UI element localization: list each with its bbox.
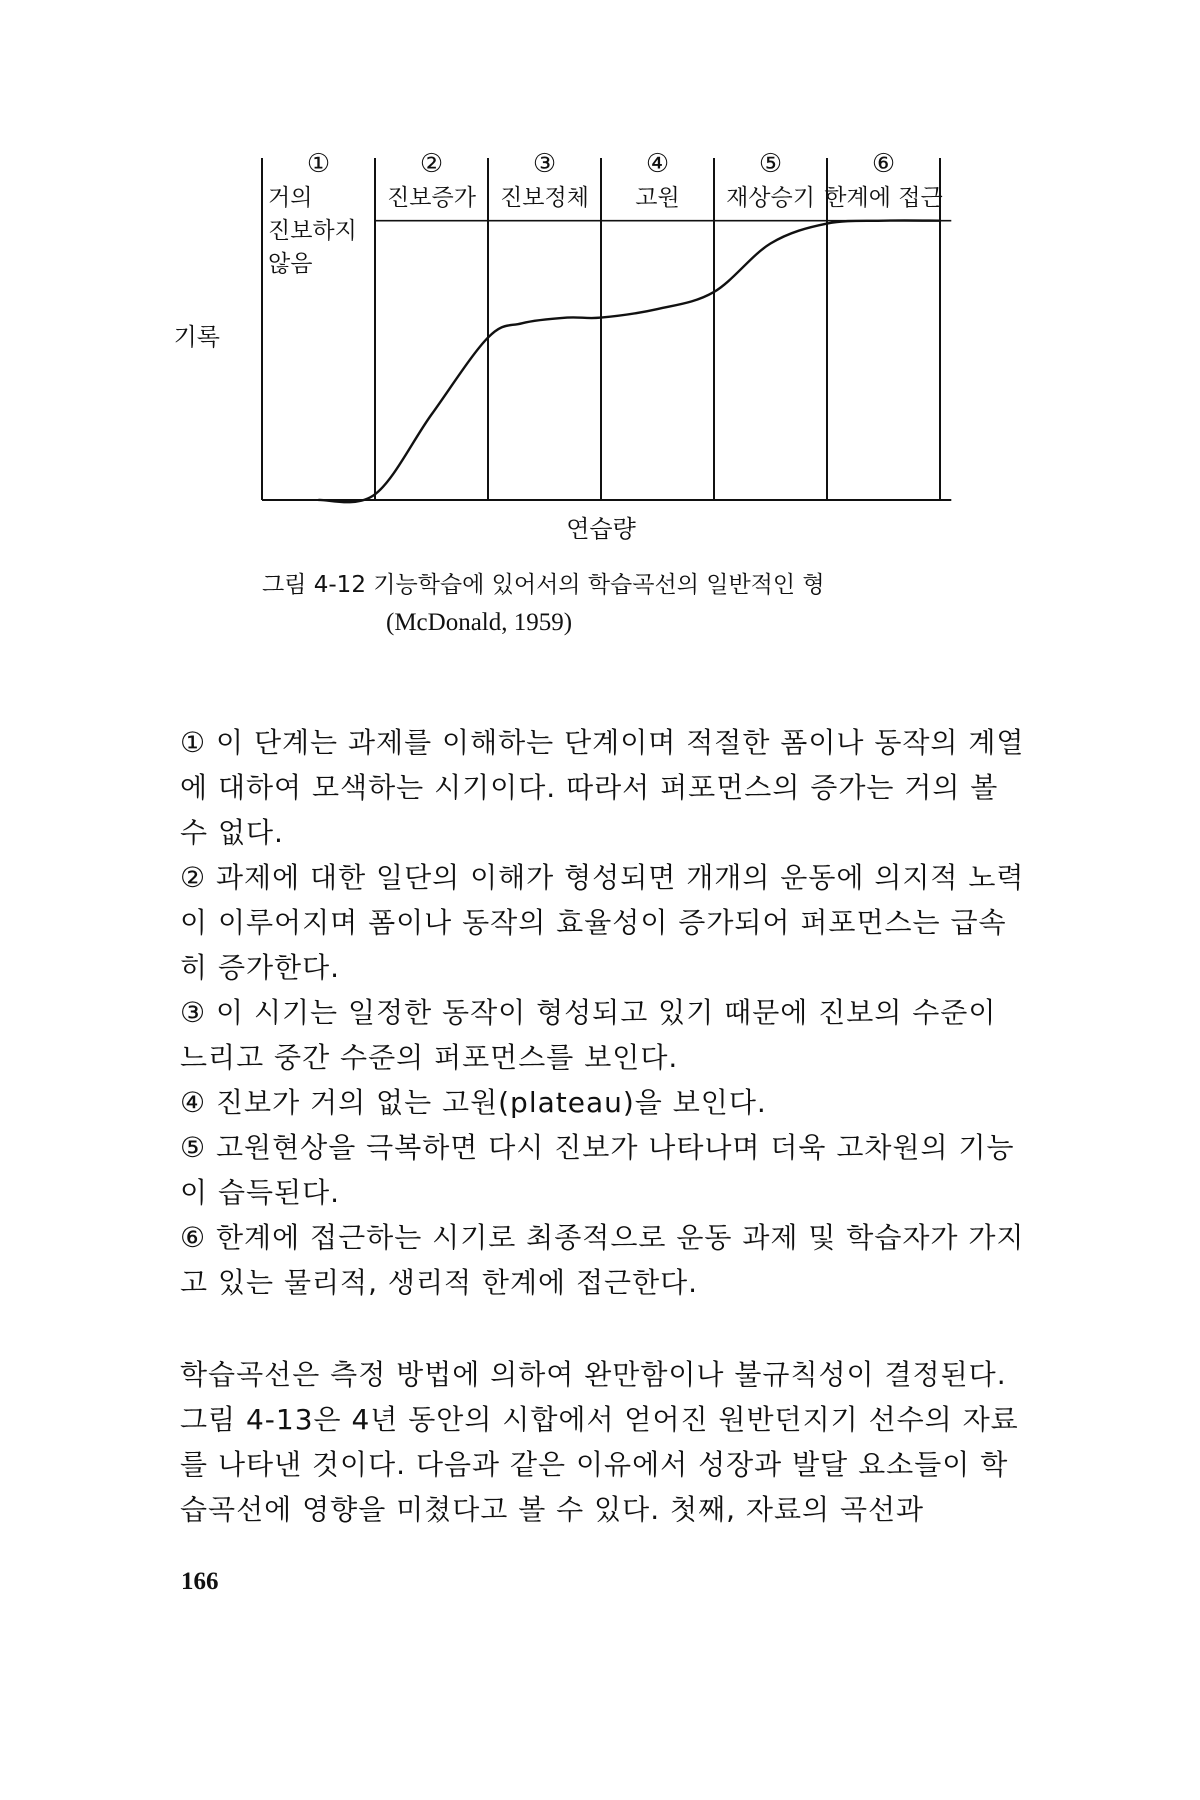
stage-label: 않음 — [268, 251, 313, 277]
body-paragraph — [180, 1352, 1030, 1532]
stage-label: 고원 — [635, 185, 680, 211]
figure-caption — [262, 566, 982, 642]
y-axis-label: 기록 — [173, 323, 220, 351]
stage-descriptions — [180, 720, 1030, 1305]
page-number: 166 — [181, 1568, 219, 1595]
stage-description: ⑥ 한계에 접근하는 시기로 최종적으로 운동 과제 및 학습자가 가지고 있는 물리적, 생리적 한계에 접근한다. — [180, 1221, 1025, 1299]
stage-label: 한계에 접근 — [824, 185, 943, 211]
stage-label: 진보증가 — [387, 185, 476, 211]
stage-description: ⑤ 고원현상을 극복하면 다시 진보가 나타나며 더욱 고차원의 기능이 습득된다. — [180, 1131, 1015, 1209]
caption-line-2: (McDonald, 1959) — [386, 609, 573, 636]
stage-number: ④ — [645, 149, 670, 179]
stage-description: ③ 이 시기는 일정한 동작이 형성되고 있기 때문에 진보의 수준이 느리고 중간 수준의 퍼포먼스를 보인다. — [180, 996, 997, 1074]
stage-description: ④ 진보가 거의 없는 고원(plateau)을 보인다. — [180, 1086, 767, 1119]
stage-number: ⑥ — [871, 149, 896, 179]
caption-line-1: 그림 4-12 기능학습에 있어서의 학습곡선의 일반적인 형 — [262, 572, 825, 598]
x-axis-label: 연습량 — [566, 515, 636, 543]
stage-number: ③ — [532, 149, 557, 179]
stage-number: ② — [419, 149, 444, 179]
stage-label: 거의 — [268, 185, 313, 211]
stage-description: ① 이 단계는 과제를 이해하는 단계이며 적절한 폼이나 동작의 계열에 대하여 모색하는 시기이다. 따라서 퍼포먼스의 증가는 거의 볼 수 없다. — [180, 726, 1025, 849]
learning-curve-figure — [0, 0, 1200, 560]
stage-number: ① — [306, 149, 331, 179]
learning-curve-line — [319, 220, 941, 502]
stage-label: 진보하지 — [268, 218, 357, 244]
stage-label: 진보정체 — [500, 185, 589, 211]
stage-label: 재상승기 — [726, 185, 815, 211]
stage-number: ⑤ — [758, 149, 783, 179]
paragraph-text: 학습곡선은 측정 방법에 의하여 완만함이나 불규칙성이 결정된다. 그림 4-13은 4년 동안의 시합에서 얻어진 원반던지기 선수의 자료를 나타낸 것이다. 다음과 같은 이유에서 성장과 발달 요소들이 학습곡선에 영향을 미쳤다고 볼 수 있다. 첫째, 자료의 곡선과 — [180, 1358, 1019, 1526]
stage-description: ② 과제에 대한 일단의 이해가 형성되면 개개의 운동에 의지적 노력이 이루어지며 폼이나 동작의 효율성이 증가되어 퍼포먼스는 급속히 증가한다. — [180, 861, 1025, 984]
